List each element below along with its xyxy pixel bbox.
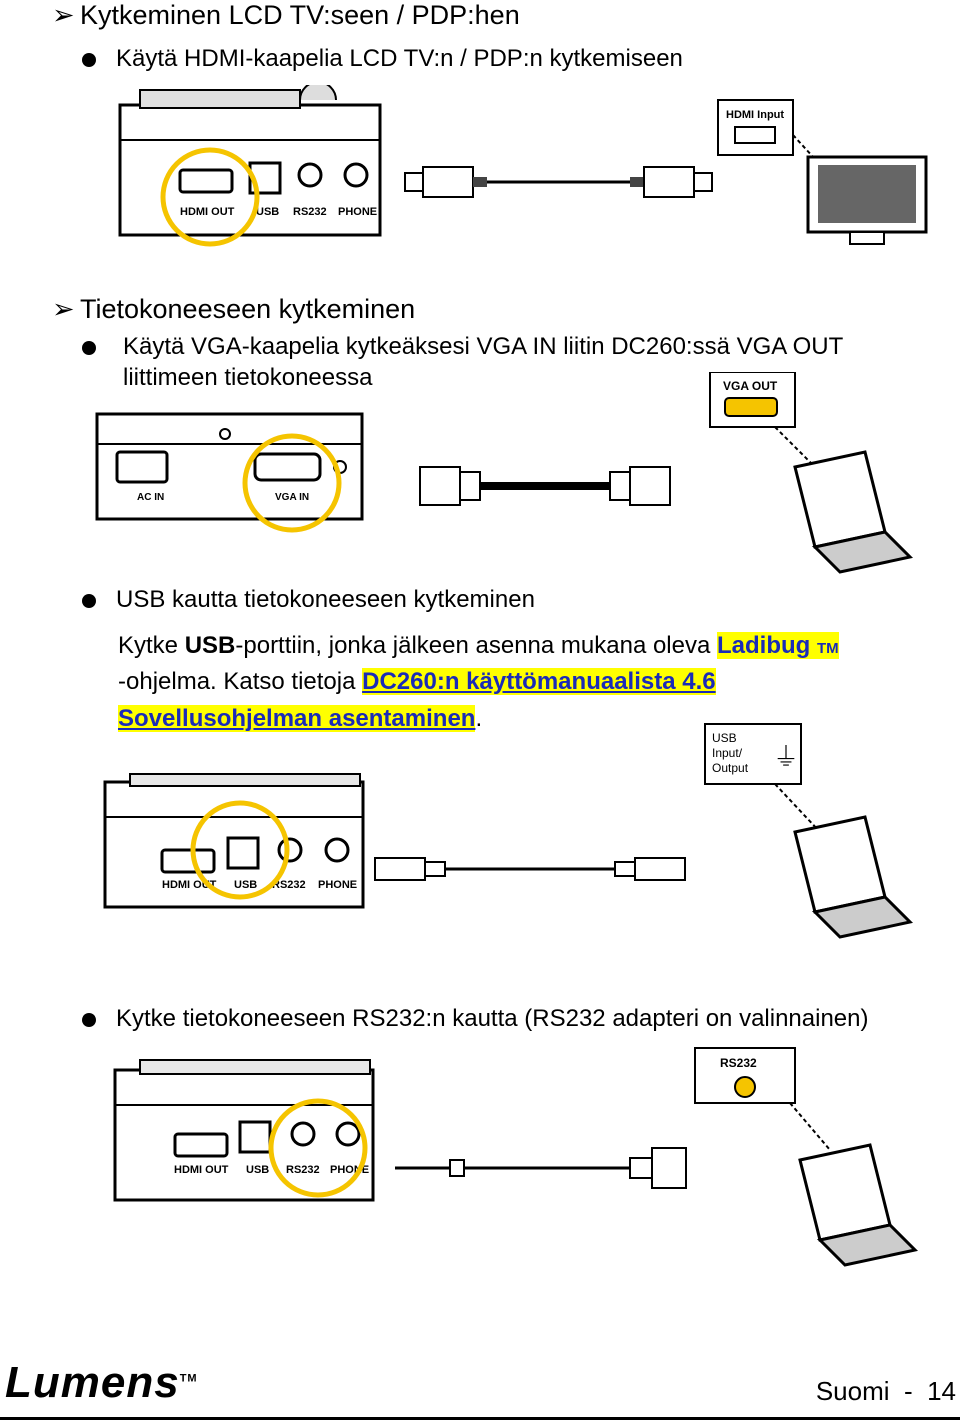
device-back-panel [97, 414, 362, 519]
software-install-link[interactable]: Sovellusohjelman asentaminen [118, 705, 476, 732]
rs232-connection-illustration [110, 1040, 940, 1290]
section1-bullet: Käytä HDMI-kaapelia LCD TV:n / PDP:n kytkemiseen [116, 45, 683, 72]
ladibug-highlight: Ladibug TM [717, 632, 839, 659]
callout-label: USB [712, 731, 737, 745]
port-label: PHONE [318, 879, 358, 891]
port-label: HDMI OUT [162, 879, 217, 891]
port-label: USB [234, 879, 258, 891]
arrow-bullet-icon: ➢ [52, 294, 75, 324]
page-number: Suomi - 14 [815, 1376, 956, 1406]
bullet-dot-icon [82, 341, 96, 355]
port-label: PHONE [338, 206, 378, 218]
hdmi-cable-icon [405, 167, 712, 197]
section2-bullet-line1: Käytä VGA-kaapelia kytkeäksesi VGA IN liitin DC260:ssä VGA OUT [123, 333, 844, 360]
port-label: PHONE [330, 1164, 370, 1176]
callout-label: Output [712, 761, 749, 775]
port-label: RS232 [272, 879, 306, 891]
laptop-icon [795, 452, 910, 572]
section1-heading: ➢ Kytkeminen LCD TV:seen / PDP:hen [52, 0, 520, 30]
section3-paragraph-line2: -ohjelma. Katso tietoja DC260:n käyttömanuaalista 4.6 [118, 668, 716, 695]
hdmi-connection-illustration [110, 85, 940, 255]
laptop-icon [800, 1145, 915, 1265]
section2-bullet-line2: liittimeen tietokoneessa [123, 364, 373, 391]
section3-paragraph-line3: Sovellusohjelman asentaminen. [118, 705, 483, 732]
section2-heading: ➢ Tietokoneeseen kytkeminen [52, 294, 416, 324]
callout-label: RS232 [720, 1056, 757, 1070]
usb-connection-illustration [100, 722, 920, 947]
port-label: RS232 [293, 206, 327, 218]
section4-bullet: Kytke tietokoneeseen RS232:n kautta (RS232 adapteri on valinnainen) [116, 1005, 869, 1032]
callout-label: Input/ [712, 746, 743, 760]
port-label: HDMI OUT [174, 1164, 229, 1176]
manual-link[interactable]: DC260:n käyttömanuaalista 4.6 [362, 668, 716, 695]
port-label: USB [256, 206, 280, 218]
port-label: USB [246, 1164, 270, 1176]
tv-icon [808, 157, 926, 244]
section3-bullet: USB kautta tietokoneeseen kytkeminen [116, 586, 535, 613]
port-label: HDMI OUT [180, 206, 235, 218]
port-label: AC IN [137, 492, 165, 503]
port-label: VGA IN [275, 492, 310, 503]
bullet-dot-icon [82, 594, 96, 608]
usb-cable-icon [375, 858, 685, 880]
usb-symbol-icon: ⏚ [773, 742, 800, 772]
section3-paragraph-line1: Kytke USB-porttiin, jonka jälkeen asenna mukana oleva Ladibug TM [118, 632, 839, 659]
device-back-panel [115, 1060, 373, 1200]
callout-label: VGA OUT [723, 379, 778, 393]
vga-connection-illustration [95, 372, 915, 577]
callout-label: HDMI Input [726, 109, 785, 121]
lumens-logo: Lumens™ [5, 1358, 198, 1407]
bullet-dot-icon [82, 53, 96, 67]
arrow-bullet-icon: ➢ [52, 0, 75, 30]
vga-cable-icon [420, 467, 670, 505]
bullet-dot-icon [82, 1013, 96, 1027]
rs232-cable-icon [395, 1148, 686, 1188]
laptop-icon [795, 817, 910, 937]
port-label: RS232 [286, 1164, 320, 1176]
